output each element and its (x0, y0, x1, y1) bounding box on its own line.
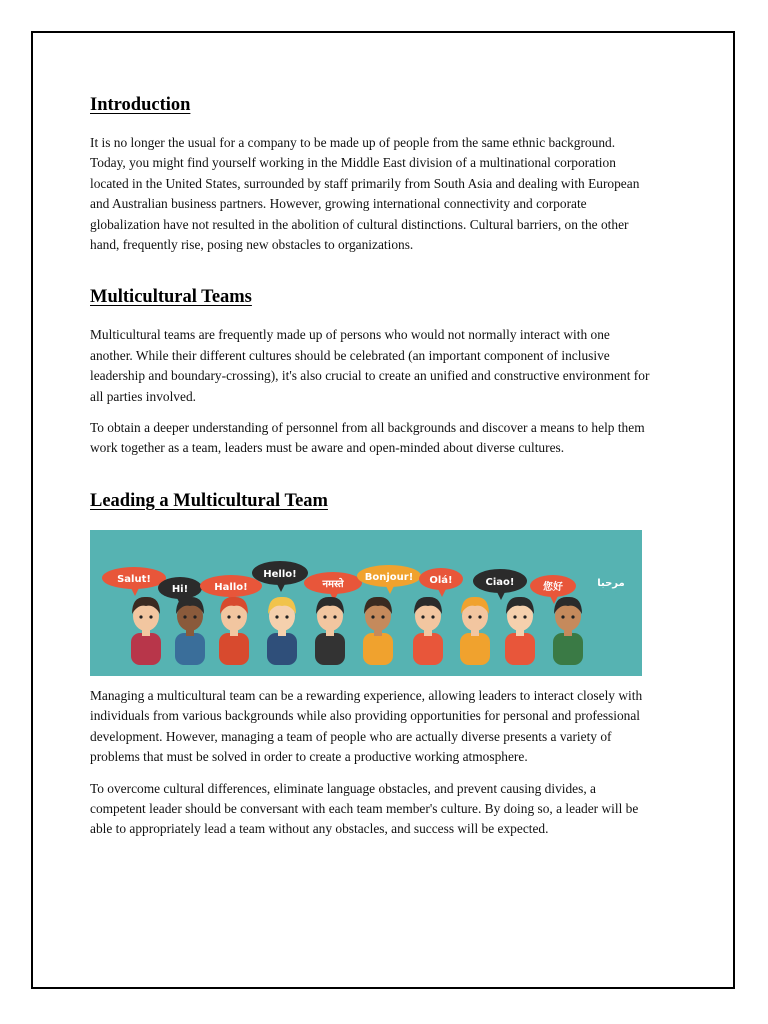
person-eye (561, 615, 564, 618)
person-body (267, 633, 297, 665)
person-avatar (267, 597, 297, 665)
person-eye (478, 615, 481, 618)
person-eye (333, 615, 336, 618)
person-eye (139, 615, 142, 618)
speech-bubble-tail (276, 582, 286, 592)
greeting-text: مرحبا (597, 577, 625, 589)
paragraph-leading-2: To overcome cultural differences, eliminate language obstacles, and prevent causing divides, a competent leader should be conversant with each team member's culture. By doing so, a leader will be able to appropriately lead a team without any obstacles, and success will be expected. (90, 780, 639, 837)
person-eye (523, 615, 526, 618)
speech-bubble-tail (437, 587, 447, 597)
greeting-text: नमस्ते (322, 578, 344, 590)
person-body (460, 633, 490, 665)
person-eye (285, 615, 288, 618)
person-body (175, 633, 205, 665)
person-avatar (219, 597, 249, 665)
greeting-text: Hallo! (214, 581, 248, 593)
person-body (363, 633, 393, 665)
person-avatar (413, 597, 443, 665)
speech-bubble (102, 567, 166, 596)
person-eye (193, 615, 196, 618)
banner-illustration (90, 530, 642, 676)
person-avatar (131, 597, 161, 665)
person-eye (323, 615, 326, 618)
speech-bubble (586, 571, 636, 600)
heading-introduction: Introduction (90, 95, 191, 115)
speech-bubble (357, 565, 421, 594)
greeting-text: Ciao! (485, 576, 515, 588)
person-body (505, 633, 535, 665)
person-body (131, 633, 161, 665)
paragraph-multicultural-2: To obtain a deeper understanding of personnel from all backgrounds and discover a means to help them work together as a team, leaders must be aware and open-minded about diverse cultures. (90, 420, 645, 456)
person-avatar (315, 597, 345, 665)
person-eye (431, 615, 434, 618)
greeting-text: 您好 (543, 581, 563, 593)
speech-bubble (473, 569, 527, 600)
person-eye (275, 615, 278, 618)
person-avatar (363, 597, 393, 665)
greeting-text: Salut! (117, 573, 151, 585)
person-eye (381, 615, 384, 618)
person-eye (183, 615, 186, 618)
greeting-text: Bonjour! (364, 571, 414, 583)
person-eye (571, 615, 574, 618)
person-eye (149, 615, 152, 618)
person-avatar (460, 597, 490, 665)
multicultural-banner-image (90, 530, 642, 676)
person-eye (371, 615, 374, 618)
person-eye (237, 615, 240, 618)
speech-bubble (419, 568, 463, 597)
paragraph-multicultural-1: Multicultural teams are frequently made up of persons who would not normally interact with one another. While their different cultures should be celebrated (an important component of inclusive leadership and boundary-crossing), it's also crucial to create an unified and constructive environment for all parties involved. (90, 327, 650, 404)
person-body (315, 633, 345, 665)
person-avatar (175, 597, 205, 665)
paragraph-introduction: It is no longer the usual for a company to be made up of people from the same ethnic background. Today, you might find yourself working in the Middle East division of a multinational corporation located in the United States, surrounded by staff primarily from South Asia and dealing with European and Australian business partners. However, growing international connectivity and corporate globalization have not resulted in the abolition of cultural distinctions. Cultural barriers, on the other hand, frequently rise, posing new obstacles to organizations. (90, 135, 640, 253)
person-body (413, 633, 443, 665)
person-eye (468, 615, 471, 618)
document-body (90, 94, 650, 840)
person-body (553, 633, 583, 665)
person-avatar (505, 597, 535, 665)
paragraph-leading-1: Managing a multicultural team can be a rewarding experience, allowing leaders to interact closely with individuals from various backgrounds while also providing opportunities for personal and professional development. However, managing a team of people who are actually diverse presents a variety of problems that must be solved in order to create a productive working atmosphere. (90, 687, 643, 765)
heading-leading-team: Leading a Multicultural Team (90, 490, 328, 511)
person-eye (227, 615, 230, 618)
speech-bubble-tail (496, 590, 506, 600)
greeting-text: Hi! (171, 583, 189, 595)
person-body (219, 633, 249, 665)
speech-bubble (304, 572, 362, 601)
greeting-text: Hello! (263, 568, 297, 580)
speech-bubble-tail (607, 590, 617, 600)
person-eye (513, 615, 516, 618)
speech-bubble-tail (130, 586, 140, 596)
greeting-text: Olá! (429, 574, 453, 586)
person-eye (421, 615, 424, 618)
speech-bubble-tail (385, 584, 395, 594)
person-avatar (553, 597, 583, 665)
heading-multicultural-teams: Multicultural Teams (90, 287, 252, 308)
